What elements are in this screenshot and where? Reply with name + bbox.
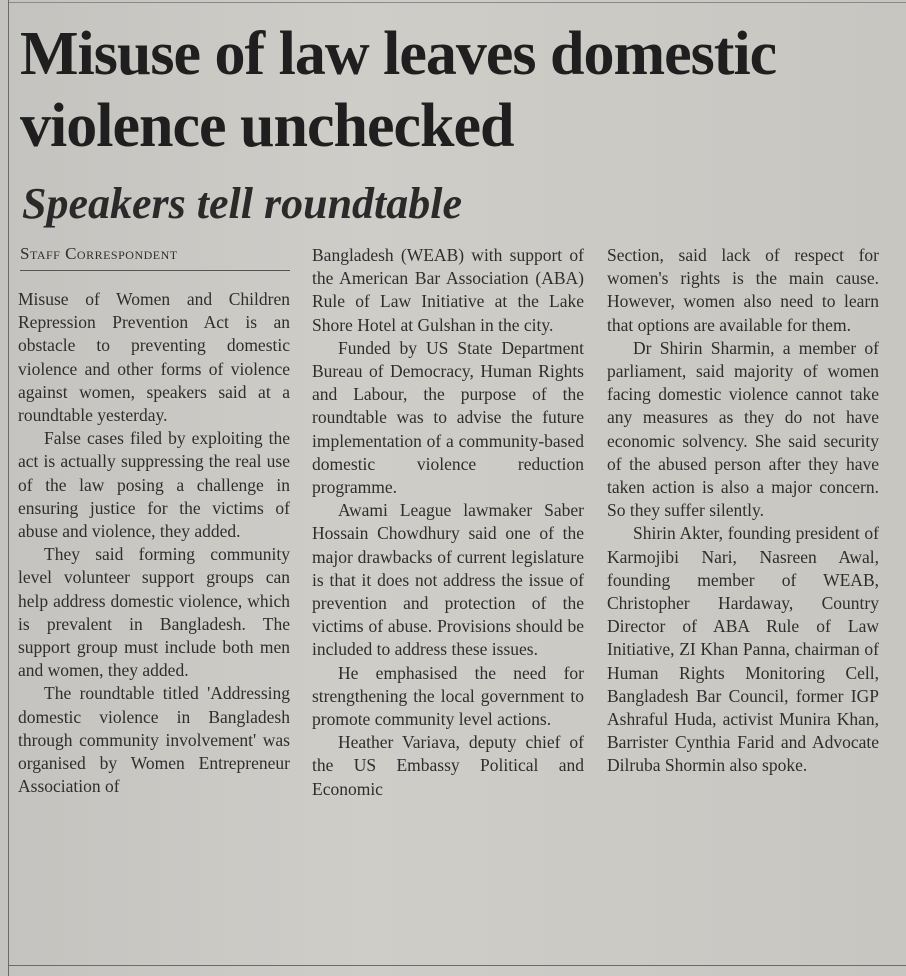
paragraph: They said forming community level volunteer support groups can help address domestic violence, which is prevalent in Bangladesh. The support group must include both men and women, they added.: [18, 544, 290, 681]
paragraph: Shirin Akter, founding president of Karmojibi Nari, Nasreen Awal, founding member of WEAB, Christopher Hardaway, Country Director of ABA Rule of Law Initiative, ZI Khan Panna, chairman of Human Rights Monitoring Cell, Bangladesh Bar Council, former IGP Ashraful Huda, activist Munira Khan, Barrister Cynthia Farid and Advocate Dilruba Shormin also spoke.: [607, 523, 879, 776]
paragraph: Section, said lack of respect for women's rights is the main cause. However, women also need to learn that options are available for them.: [607, 245, 879, 335]
paragraph: Awami League lawmaker Saber Hossain Chowdhury said one of the major drawbacks of current legislature is that it does not address the issue of prevention and protection of the victims of abuse. Provisions should be included to address these issues.: [312, 500, 584, 660]
byline-rule: [20, 270, 290, 271]
paragraph: Misuse of Women and Children Repression Prevention Act is an obstacle to preventing domestic violence and other forms of violence against women, speakers said at a roundtable yesterday.: [18, 289, 290, 426]
paragraph: Funded by US State Department Bureau of Democracy, Human Rights and Labour, the purpose of the roundtable was to advise the future implementation of a community-based domestic violence reduction programme.: [312, 337, 584, 498]
paragraph: Dr Shirin Sharmin, a member of parliament, said majority of women facing domestic violence cannot take any measures as they do not have economic solvency. She said security of the abused person after they have taken action is also a major concern. So they suffer silently.: [607, 337, 879, 521]
top-rule: [8, 2, 906, 3]
subheadline: Speakers tell roundtable: [22, 179, 463, 228]
paragraph: Bangladesh (WEAB) with support of the American Bar Association (ABA) Rule of Law Initiative at the Lake Shore Hotel at Gulshan in the city.: [312, 245, 584, 335]
paragraph: He emphasised the need for strengthening the local government to promote community level actions.: [312, 662, 584, 730]
paragraph: False cases filed by exploiting the act is actually suppressing the real use of the law posing a challenge in ensuring justice for the victims of abuse and violence, they added.: [18, 428, 290, 542]
left-rule: [8, 0, 9, 976]
article-column-3: [607, 244, 879, 778]
byline: Staff Correspondent: [20, 244, 178, 263]
paragraph: The roundtable titled 'Addressing domestic violence in Bangladesh through community involvement' was organised by Women Entrepreneur Association of: [18, 683, 290, 797]
headline: Misuse of law leaves domestic violence unchecked: [20, 20, 777, 160]
paragraph: Heather Variava, deputy chief of the US Embassy Political and Economic: [312, 732, 584, 799]
article-column-1: [18, 288, 290, 798]
bottom-rule: [8, 965, 906, 966]
article-column-2: [312, 244, 584, 801]
